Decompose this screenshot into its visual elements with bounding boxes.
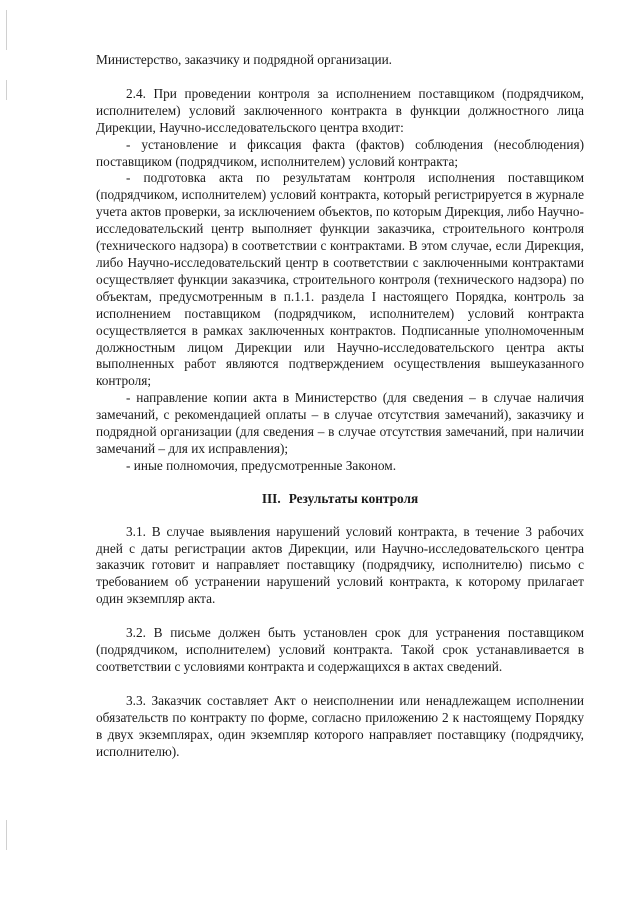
document-page [96, 52, 584, 761]
scan-edge-mark-middle [6, 80, 7, 100]
section-heading [96, 491, 584, 508]
bullet-act-preparation: - подготовка акта по результатам контроля исполнения поставщиком (подрядчиком, исполнителем) условий контракта, который регистрируется в журнале учета актов проверки, за исключением объектов, по которым Дирекция, либо Научно-исследовательский центр выполняет функции заказчика, строительного контроля (технического надзора) в соответствии с контрактами. В этом случае, если Дирекция, либо Научно-исследовательский центр в соответствии с заключенными контрактами осуществляет функции заказчика, строительного контроля (технического надзора) по объектам, предусмотренным в п.1.1. раздела I настоящего Порядка, контроль за исполнением поставщиком (подрядчиком, исполнителем) условий контракта осуществляется в рамках заключенных контрактов. Подписанные уполномоченным должностным лицом Дирекции или Научно-исследовательского центра акты выполненных работ являются подтверждением осуществления вышеуказанного контроля; [96, 170, 584, 389]
scan-edge-mark-bottom [6, 820, 7, 850]
section-number: III. [261, 490, 281, 506]
bullet-act-copy: - направление копии акта в Министерство (для сведения – в случае наличия замечаний, с рекомендацией оплаты – в случае отсутствия замечаний), заказчику и подрядной организации (для сведения – в случае отсутствия замечаний, при наличии замечаний – для их исправления); [96, 390, 584, 456]
section-title: Результаты контроля [288, 490, 419, 506]
bullet-other-powers: - иные полномочия, предусмотренные Законом. [126, 457, 397, 473]
continuation-line: Министерство, заказчику и подрядной организации. [96, 52, 393, 67]
paragraph-2-4: 2.4. При проведении контроля за исполнением поставщиком (подрядчиком, исполнителем) условий заключенного контракта в функции должностного лица Дирекции, Научно-исследовательского центра входит: [96, 85, 584, 135]
paragraph-3-2: 3.2. В письме должен быть установлен срок для устранения поставщиком (подрядчиком, исполнителем) условий контракта. Такой срок устанавливается в соответствии с условиями контракта и содержащихся в актах сведений. [96, 625, 584, 674]
bullet-establishment: - установление и фиксация факта (фактов) соблюдения (несоблюдения) поставщиком (подрядчиком, исполнителем) условий контракта; [96, 136, 584, 169]
paragraph-3-1: 3.1. В случае выявления нарушений условий контракта, в течение 3 рабочих дней с даты регистрации актов Дирекции, или Научно-исследовательского центра заказчик готовит и направляет поставщику (подрядчику, исполнителю) письмо с требованием об устранении нарушений условий контракта, к которому прилагает один экземпляр акта. [96, 523, 584, 607]
scan-edge-mark-top [6, 10, 7, 50]
paragraph-3-3: 3.3. Заказчик составляет Акт о неисполнении или ненадлежащем исполнении обязательств по контракту по форме, согласно приложению 2 к настоящему Порядку в двух экземплярах, один экземпляр которого направляет поставщику (подрядчику, исполнителю). [96, 692, 584, 759]
